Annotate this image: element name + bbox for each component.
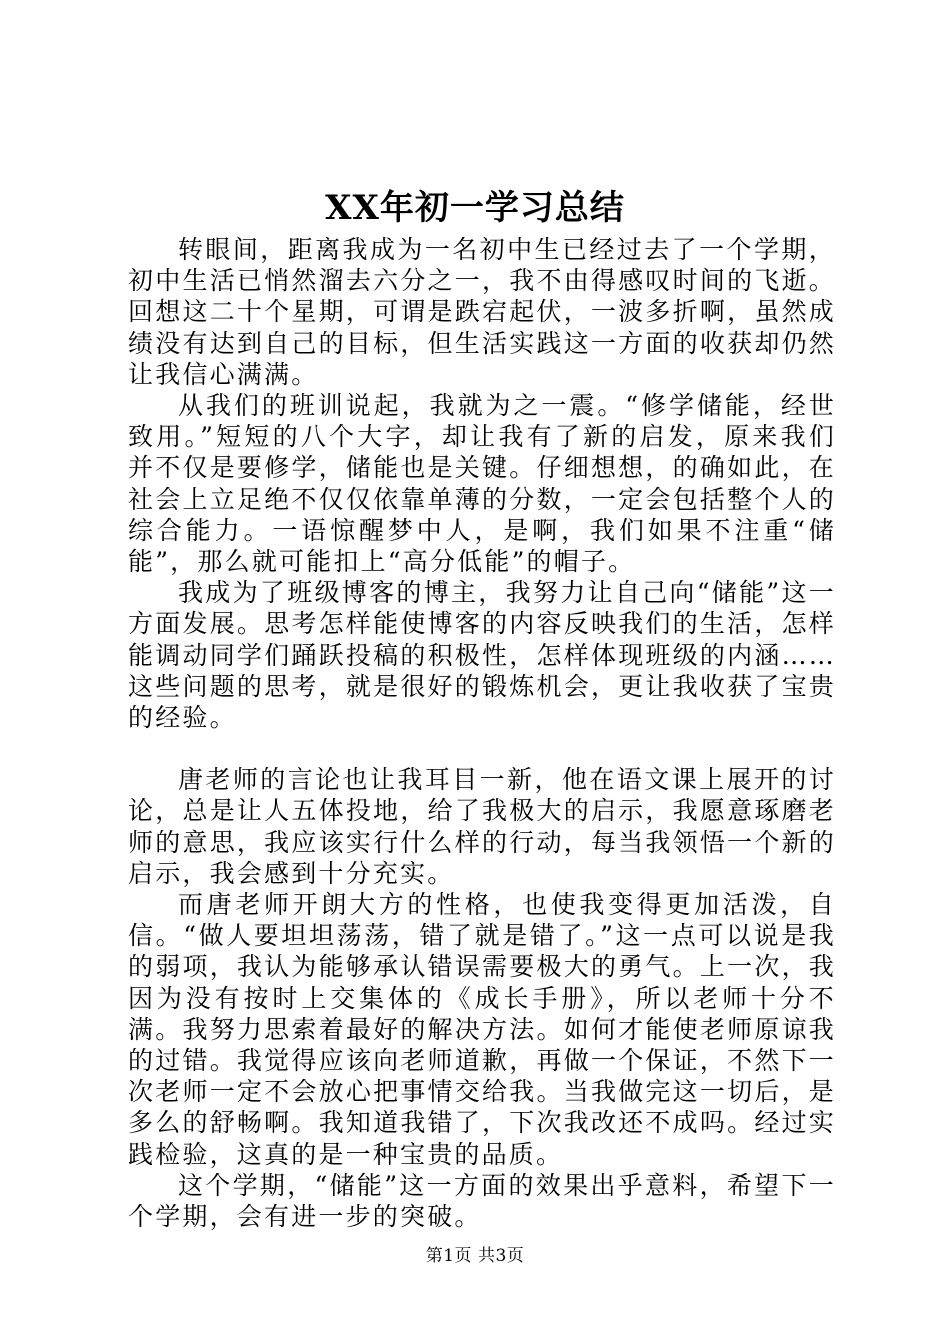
document-title: XX年初一学习总结	[325, 188, 625, 228]
paragraph-3: 我成为了班级博客的博主，我努力让自己向“储能”这一方面发展。思考怎样能使博客的内容反映我们的生活，怎样能调动同学们踊跃投稿的积极性，怎样体现班级的内涵……这些问题的思考，就是很好的锻炼机会，更让我收获了宝贵的经验。	[128, 578, 836, 733]
document-body	[128, 234, 836, 1232]
paragraph-5: 而唐老师开朗大方的性格，也使我变得更加活泼，自信。“做人要坦坦荡荡，错了就是错了。”这一点可以说是我的弱项，我认为能够承认错误需要极大的勇气。上一次，我因为没有按时上交集体的《成长手册》，所以老师十分不满。我努力思索着最好的解决方法。如何才能使老师原谅我的过错。我觉得应该向老师道歉，再做一个保证，不然下一次老师一定不会放心把事情交给我。当我做完这一切后，是多么的舒畅啊。我知道我错了，下次我改还不成吗。经过实践检验，这真的是一种宝贵的品质。	[128, 890, 836, 1169]
paragraph-4: 唐老师的言论也让我耳目一新，他在语文课上展开的讨论，总是让人五体投地，给了我极大的启示，我愿意琢磨老师的意思，我应该实行什么样的行动，每当我领悟一个新的启示，我会感到十分充实。	[128, 765, 836, 888]
page-number-footer: 第1页 共3页	[425, 1246, 525, 1266]
paragraph-6: 这个学期，“储能”这一方面的效果出乎意料，希望下一个学期，会有进一步的突破。	[128, 1170, 836, 1232]
paragraph-2: 从我们的班训说起，我就为之一震。“修学储能，经世致用。”短短的八个大字，却让我有了新的启发，原来我们并不仅是要修学，储能也是关键。仔细想想，的确如此，在社会上立足绝不仅仅依靠单薄的分数，一定会包括整个人的综合能力。一语惊醒梦中人，是啊，我们如果不注重“储能”，那么就可能扣上“高分低能”的帽子。	[128, 391, 836, 577]
paragraph-1: 转眼间，距离我成为一名初中生已经过去了一个学期，初中生活已悄然溜去六分之一，我不由得感叹时间的飞逝。回想这二十个星期，可谓是跌宕起伏，一波多折啊，虽然成绩没有达到自己的目标，但生活实践这一方面的收获却仍然让我信心满满。	[128, 235, 836, 389]
